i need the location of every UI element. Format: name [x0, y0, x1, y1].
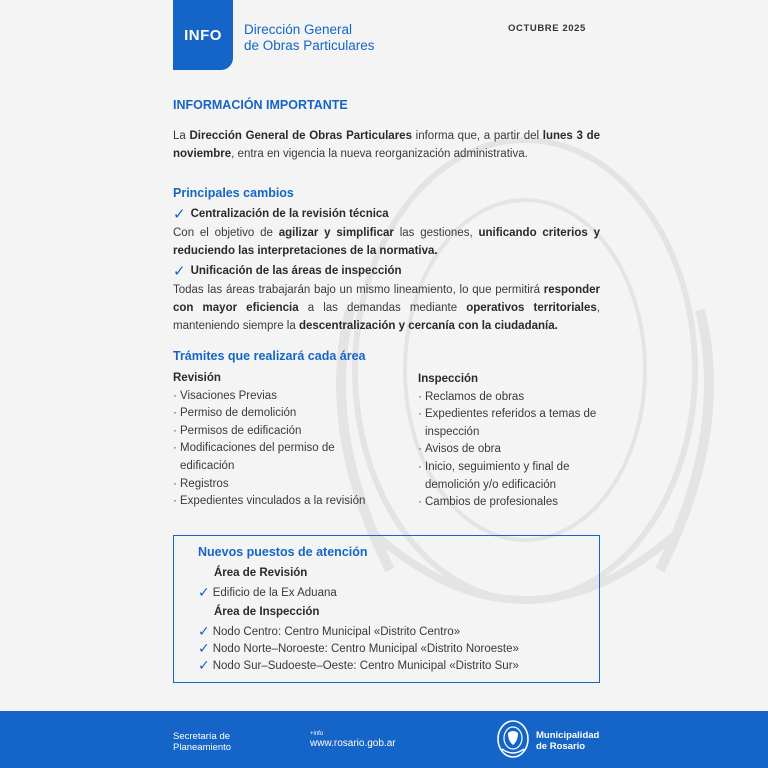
secretaria-label: Secretaría de Planeamiento — [173, 731, 232, 753]
intro-paragraph: La Dirección General de Obras Particulares informa que, a partir del lunes 3 de noviembre, entra en vigencia la nueva reorganización administrativa. — [173, 130, 600, 160]
changes-heading: Principales cambios — [173, 186, 294, 200]
puesto-item: ✓ Nodo Sur–Sudoeste–Oeste: Centro Municipal «Distrito Sur» — [198, 657, 519, 673]
list-item: · Expedientes referidos a temas de inspección — [418, 408, 597, 438]
website-block — [310, 731, 396, 749]
checkmark-icon: ✓ — [198, 584, 210, 600]
inspeccion-column — [418, 371, 600, 512]
municipalidad-label: Municipalidad de Rosario — [536, 730, 600, 752]
change-item-1-text: Con el objetivo de agilizar y simplificar las gestiones, unificando criterios y reduciendo las interpretaciones de la normativa. — [173, 227, 600, 257]
puesto-item: ✓ Nodo Norte–Noroeste: Centro Municipal «Distrito Noroeste» — [198, 640, 519, 656]
main-heading: INFORMACIÓN IMPORTANTE — [173, 98, 348, 112]
list-item: · Permiso de demolición — [173, 407, 297, 420]
list-item: · Visaciones Previas — [173, 389, 277, 402]
revision-column — [173, 370, 393, 511]
puesto-item: ✓ Edificio de la Ex Aduana — [198, 584, 337, 600]
puestos-heading: Nuevos puestos de atención — [198, 545, 368, 559]
area-inspeccion-label: Área de Inspección — [214, 606, 320, 618]
change-item-2-title: ✓ Unificación de las áreas de inspección — [173, 263, 402, 280]
rosario-seal-icon — [496, 719, 530, 759]
area-revision-label: Área de Revisión — [214, 567, 308, 579]
puestos-box — [173, 535, 600, 683]
inspeccion-title: Inspección — [418, 373, 479, 385]
checkmark-icon: ✓ — [173, 206, 186, 223]
puesto-item: ✓ Nodo Centro: Centro Municipal «Distrito Centro» — [198, 623, 461, 639]
info-label: +info — [310, 731, 324, 737]
list-item: · Modificaciones del permiso de edificación — [173, 442, 335, 472]
list-item: · Reclamos de obras — [418, 390, 525, 403]
website-link[interactable]: www.rosario.gob.ar — [310, 738, 396, 749]
list-item: · Expedientes vinculados a la revisión — [173, 495, 366, 508]
list-item: · Inicio, seguimiento y final de demolición y/o edificación — [418, 460, 570, 491]
info-tab: INFO — [173, 0, 233, 70]
list-item: · Cambios de profesionales — [418, 496, 558, 509]
org-title: Dirección General de Obras Particulares — [244, 22, 375, 53]
change-item-2-text: Todas las áreas trabajarán bajo un mismo lineamiento, lo que permitirá responder con mayor eficiencia a las demandas mediante operativos territoriales, manteniendo siempre la descentralización y cercanía con la ciudadanía. — [173, 284, 600, 332]
list-item: · Registros — [173, 477, 229, 490]
tramites-heading: Trámites que realizará cada área — [173, 349, 366, 363]
checkmark-icon: ✓ — [198, 657, 210, 673]
checkmark-icon: ✓ — [173, 263, 186, 280]
list-item: · Permisos de edificación — [173, 424, 302, 437]
revision-title: Revisión — [173, 372, 221, 384]
issue-date: OCTUBRE 2025 — [508, 23, 586, 34]
checkmark-icon: ✓ — [198, 640, 210, 656]
change-item-1-title: ✓ Centralización de la revisión técnica — [173, 206, 389, 223]
checkmark-icon: ✓ — [198, 623, 210, 639]
list-item: · Avisos de obra — [418, 443, 501, 456]
footer-bar — [0, 711, 768, 768]
